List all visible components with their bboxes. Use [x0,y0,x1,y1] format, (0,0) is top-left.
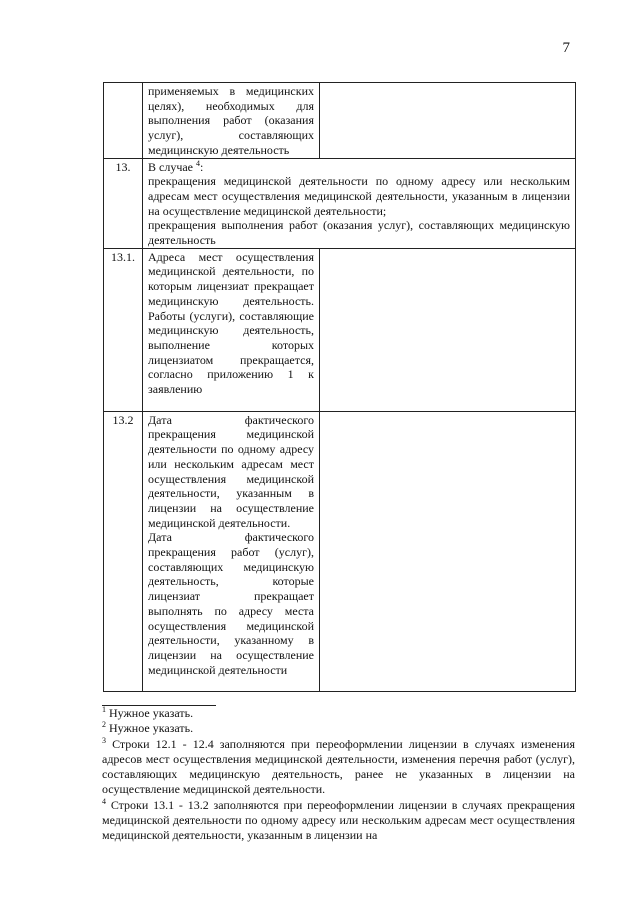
license-form-table [103,82,576,692]
footnote-4 [102,798,575,844]
row-value-cell[interactable] [320,83,576,159]
row-13-intro-text: В случае [148,159,194,174]
page-number: 7 [562,40,570,56]
row-description: применяемых в медицинских целях), необходимых для выполнения работ (оказания услуг), составляющих медицинскую деятельность [148,84,314,157]
footnote-text: Нужное указать. [109,706,194,720]
row-13-line1: прекращения медицинской деятельности по одному адресу или нескольким адресам мест осуществления медицинской деятельности, указанным в лицензии на осуществление медицинской деятельности; [148,174,570,218]
footnote-text: Нужное указать. [109,721,194,736]
row-number-cell: 13. [104,158,143,248]
footnote-1 [102,706,575,721]
row-description-part1: Дата фактического прекращения медицинской деятельности по одному адресу или нескольким адресам мест осуществления медицинской деятельности, указанным в лицензии на осуществление медицинской деятельности. [148,412,314,530]
row-13-line2: прекращения выполнения работ (оказания услуг), составляющих медицинскую деятельность [148,218,570,248]
footnote-text: Строки 13.1 - 13.2 заполняются при переоформлении лицензии в случаях прекращения медицинской деятельности по одному адресу или нескольким адресам мест осуществления медицинской деятельности, указанным в лицензии на [102,797,575,843]
footnote-ref: 4 [196,158,201,168]
table-row-13-2 [104,411,576,691]
row-value-cell[interactable] [320,411,576,691]
footnote-mark: 3 [102,735,106,745]
table-row-continued [104,83,576,159]
row-number-cell: 13.1. [104,248,143,411]
row-number-cell: 13.2 [104,411,143,691]
table-row-13-1 [104,248,576,411]
row-description-cell [143,83,320,159]
footnote-2 [102,721,575,736]
row-13-intro-suffix: : [200,159,204,174]
footnote-mark: 4 [102,796,106,806]
table-row-13 [104,158,576,248]
row-description-part2: Дата фактического прекращения работ (услуг), составляющих медицинскую деятельность, которые лицензиат прекращает выполнять по адресу места осуществления медицинской деятельности, указанному в лицензии на осуществление медицинской деятельности [148,530,314,677]
footnote-mark: 2 [102,720,106,730]
row-13-text-cell [143,158,576,248]
row-description: Адреса мест осуществления медицинской деятельности, по которым лицензиат прекращает медицинскую деятельность. Работы (услуги), составляющие медицинскую деятельность, выполнение которых лицензиатом прекращается, согласно приложению 1 к заявлению [148,249,314,397]
footnotes [102,706,575,844]
row-description-cell [143,411,320,691]
row-13-intro [148,160,570,175]
footnote-text: Строки 12.1 - 12.4 заполняются при переоформлении лицензии в случаях изменения адресов мест осуществления медицинской деятельности, изменения перечня работ (услуг), составляющих медицинскую деятельность, ранее не указанных в лицензии на осуществление медицинской деятельности. [102,736,575,797]
footnote-3 [102,737,575,798]
footnote-mark: 1 [102,705,106,714]
row-description-cell [143,248,320,411]
row-number-cell [104,83,143,159]
row-value-cell[interactable] [320,248,576,411]
